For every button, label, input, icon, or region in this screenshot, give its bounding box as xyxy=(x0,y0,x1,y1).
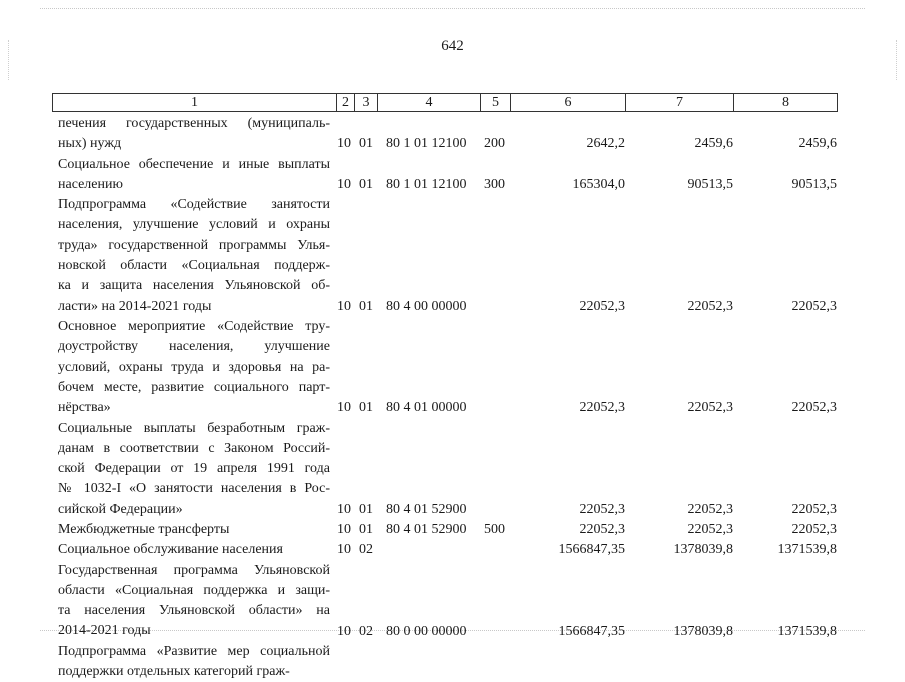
description-line: № 1032-I «О занятости населения в Рос- xyxy=(58,481,330,497)
description-line: населению xyxy=(58,176,123,192)
row-cell-c8: 22052,3 xyxy=(791,501,837,517)
description-line: населения, улучшение условий и охраны xyxy=(58,217,330,233)
description-line: ласти» на 2014-2021 годы xyxy=(58,298,212,314)
row-cell-c6: 22052,3 xyxy=(579,400,625,416)
row-cell-c3: 01 xyxy=(359,176,373,192)
row-cell-c6: 22052,3 xyxy=(579,522,625,537)
header-col-3: 3 xyxy=(355,94,378,111)
row-cell-c3: 02 xyxy=(359,542,373,558)
row-cell-c7: 22052,3 xyxy=(687,298,733,314)
row-description xyxy=(58,155,330,196)
row-cell-c8: 1371539,8 xyxy=(777,623,837,639)
header-col-2: 2 xyxy=(337,94,355,111)
row-cell-c6: 22052,3 xyxy=(579,501,625,517)
row-cell-c4: 80 4 01 52900 xyxy=(386,522,467,537)
row-cell-c7: 1378039,8 xyxy=(673,623,733,639)
row-cell-c8: 22052,3 xyxy=(791,522,837,537)
scan-artifact-top xyxy=(40,8,865,10)
description-line: Подпрограмма «Содействие занятости xyxy=(58,197,330,213)
page-number: 642 xyxy=(441,38,464,54)
row-description xyxy=(58,540,330,560)
row-cell-c4: 80 1 01 12100 xyxy=(386,136,467,152)
row-description xyxy=(58,419,330,520)
row-cell-c2: 10 xyxy=(337,176,351,192)
row-description xyxy=(58,114,330,155)
description-line: 2014-2021 годы xyxy=(58,623,151,639)
description-line: бочем месте, развитие социального парт- xyxy=(58,379,330,395)
row-cell-c2: 10 xyxy=(337,522,351,537)
row-cell-c7: 22052,3 xyxy=(687,501,733,517)
row-cell-c7: 22052,3 xyxy=(687,400,733,416)
description-line: области «Социальная поддержка и защи- xyxy=(58,582,330,598)
row-cell-c2: 10 xyxy=(337,623,351,639)
header-col-1: 1 xyxy=(53,94,337,111)
row-description xyxy=(58,520,330,540)
row-cell-c2: 10 xyxy=(337,400,351,416)
table-header-row xyxy=(52,93,838,112)
description-line: ка и защита населения Ульяновской об- xyxy=(58,278,330,294)
row-cell-c5: 200 xyxy=(484,136,505,152)
description-line: Социальное обеспечение и иные выплаты xyxy=(58,156,330,172)
description-line: Социальное обслуживание населения xyxy=(58,542,283,558)
description-line: новской области «Социальная поддерж- xyxy=(58,258,330,274)
row-description xyxy=(58,561,330,642)
row-cell-c6: 165304,0 xyxy=(572,176,625,192)
description-line: сийской Федерации» xyxy=(58,501,183,517)
row-cell-c4: 80 4 01 52900 xyxy=(386,501,467,517)
description-line: Государственная программа Ульяновской xyxy=(58,562,330,578)
description-line: Социальные выплаты безработным граж- xyxy=(58,420,330,436)
description-line: нёрства» xyxy=(58,400,111,416)
description-line: данам в соответствии с Законом Россий- xyxy=(58,440,330,456)
row-cell-c8: 90513,5 xyxy=(791,176,837,192)
row-description xyxy=(58,317,330,418)
row-cell-c2: 10 xyxy=(337,136,351,152)
row-cell-c8: 2459,6 xyxy=(798,136,837,152)
description-line: поддержки отдельных категорий граж- xyxy=(58,664,290,680)
row-description xyxy=(58,642,330,682)
row-cell-c7: 1378039,8 xyxy=(673,542,733,558)
row-cell-c7: 90513,5 xyxy=(687,176,733,192)
row-cell-c6: 22052,3 xyxy=(579,298,625,314)
row-cell-c5: 500 xyxy=(484,522,505,537)
header-col-6: 6 xyxy=(511,94,626,111)
row-cell-c3: 01 xyxy=(359,136,373,152)
description-line: печения государственных (муниципаль- xyxy=(58,116,330,131)
row-cell-c2: 10 xyxy=(337,501,351,517)
row-cell-c3: 01 xyxy=(359,298,373,314)
description-line: труда» государственной программы Улья- xyxy=(58,237,330,253)
row-cell-c2: 10 xyxy=(337,298,351,314)
description-line: Межбюджетные трансферты xyxy=(58,522,230,537)
row-cell-c4: 80 4 00 00000 xyxy=(386,298,467,314)
row-cell-c6: 1566847,35 xyxy=(558,542,625,558)
header-col-5: 5 xyxy=(481,94,511,111)
row-cell-c8: 22052,3 xyxy=(791,298,837,314)
row-cell-c8: 22052,3 xyxy=(791,400,837,416)
description-line: Основное мероприятие «Содействие тру- xyxy=(58,319,330,334)
row-cell-c3: 01 xyxy=(359,501,373,517)
description-line: условий, охраны труда и здоровья на ра- xyxy=(58,359,330,375)
row-cell-c4: 80 0 00 00000 xyxy=(386,623,467,639)
header-col-7: 7 xyxy=(626,94,734,111)
header-col-8: 8 xyxy=(782,95,789,110)
row-cell-c6: 2642,2 xyxy=(586,136,625,152)
row-cell-c7: 22052,3 xyxy=(687,522,733,537)
row-cell-c3: 01 xyxy=(359,400,373,416)
row-cell-c6: 1566847,35 xyxy=(558,623,625,639)
description-line: ных) нужд xyxy=(58,136,122,152)
description-line: Подпрограмма «Развитие мер социальной xyxy=(58,643,330,659)
row-cell-c3: 02 xyxy=(359,623,373,639)
row-cell-c3: 01 xyxy=(359,522,373,537)
row-cell-c4: 80 4 01 00000 xyxy=(386,400,467,416)
row-cell-c5: 300 xyxy=(484,176,505,192)
row-cell-c4: 80 1 01 12100 xyxy=(386,176,467,192)
description-line: ской Федерации от 19 апреля 1991 года xyxy=(58,461,330,477)
description-line: доустройству населения, улучшение xyxy=(58,339,330,355)
header-col-4: 4 xyxy=(378,94,481,111)
row-cell-c8: 1371539,8 xyxy=(777,542,837,558)
description-line: та населения Ульяновской области» на xyxy=(58,603,330,619)
row-description xyxy=(58,195,330,317)
row-cell-c7: 2459,6 xyxy=(694,136,733,152)
row-cell-c2: 10 xyxy=(337,542,351,558)
